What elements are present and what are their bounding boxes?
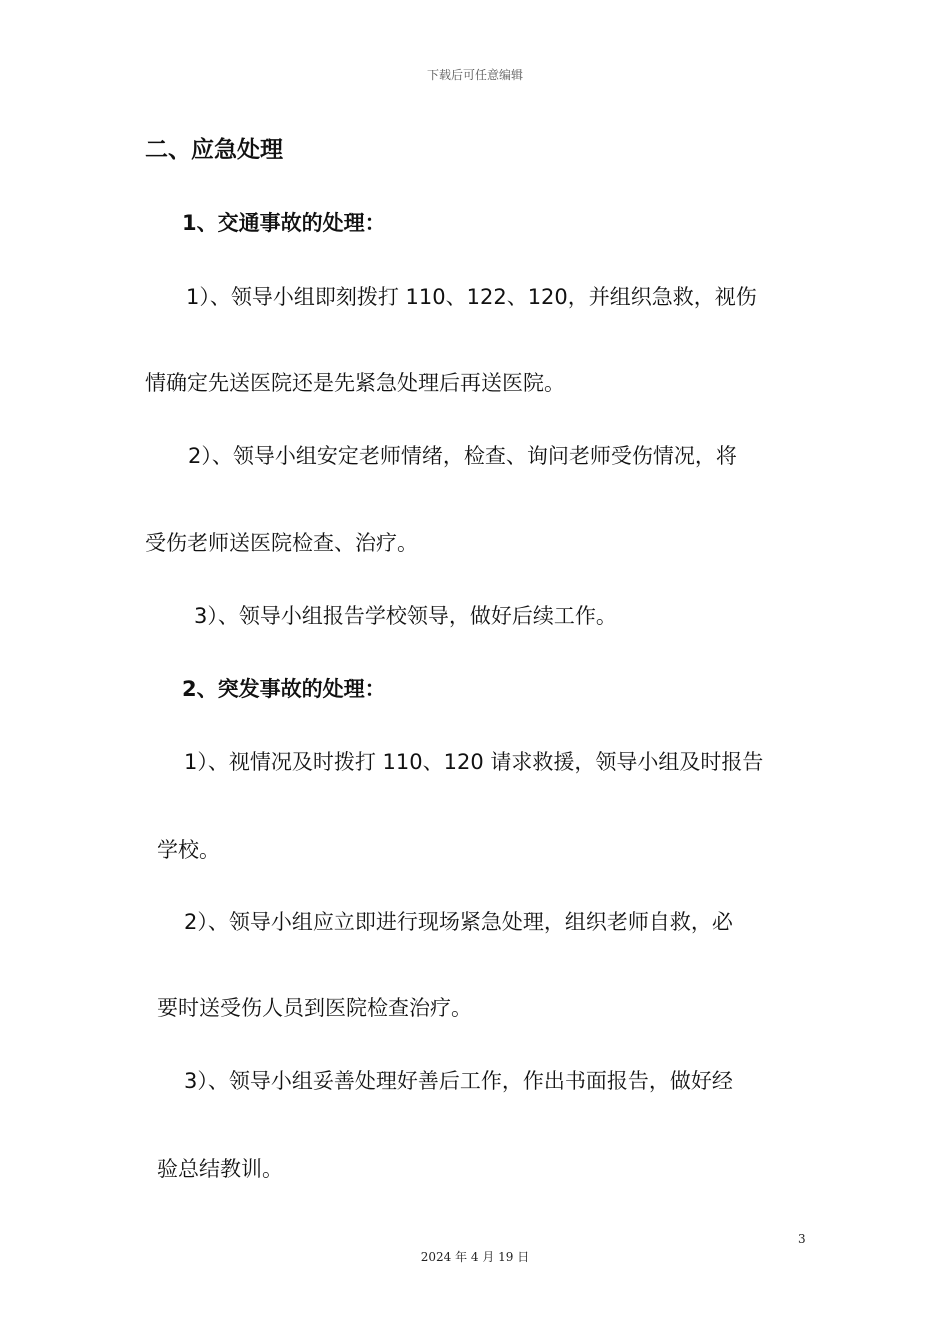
emergency-item-1-line-1: 1）、视情况及时拨打 110、120 请求救援，领导小组及时报告 <box>184 750 764 774</box>
traffic-item-1-line-1: 1）、领导小组即刻拨打 110、122、120，并组织急救，视伤 <box>186 285 757 309</box>
section-title: 二、应急处理 <box>145 137 283 163</box>
traffic-item-1-line-2: 情确定先送医院还是先紧急处理后再送医院。 <box>145 371 565 395</box>
traffic-item-3-line-1: 3）、领导小组报告学校领导，做好后续工作。 <box>194 604 617 628</box>
emergency-item-1-line-2: 学校。 <box>157 838 220 862</box>
traffic-item-2-line-1: 2）、领导小组安定老师情绪，检查、询问老师受伤情况，将 <box>188 444 737 468</box>
emergency-item-3-line-2: 验总结教训。 <box>157 1157 283 1181</box>
emergency-item-3-line-1: 3）、领导小组妥善处理好善后工作，作出书面报告，做好经 <box>184 1069 733 1093</box>
subsection-title-traffic: 1、交通事故的处理： <box>182 211 386 235</box>
traffic-item-2-line-2: 受伤老师送医院检查、治疗。 <box>145 531 418 555</box>
subsection-title-emergency: 2、突发事故的处理： <box>182 677 386 701</box>
emergency-item-2-line-2: 要时送受伤人员到医院检查治疗。 <box>157 996 472 1020</box>
footer-date: 2024 年 4 月 19 日 <box>420 1250 530 1264</box>
page-header: 下载后可任意编辑 <box>426 68 523 82</box>
emergency-item-2-line-1: 2）、领导小组应立即进行现场紧急处理，组织老师自救，必 <box>184 910 733 934</box>
page-number: 3 <box>798 1232 806 1246</box>
